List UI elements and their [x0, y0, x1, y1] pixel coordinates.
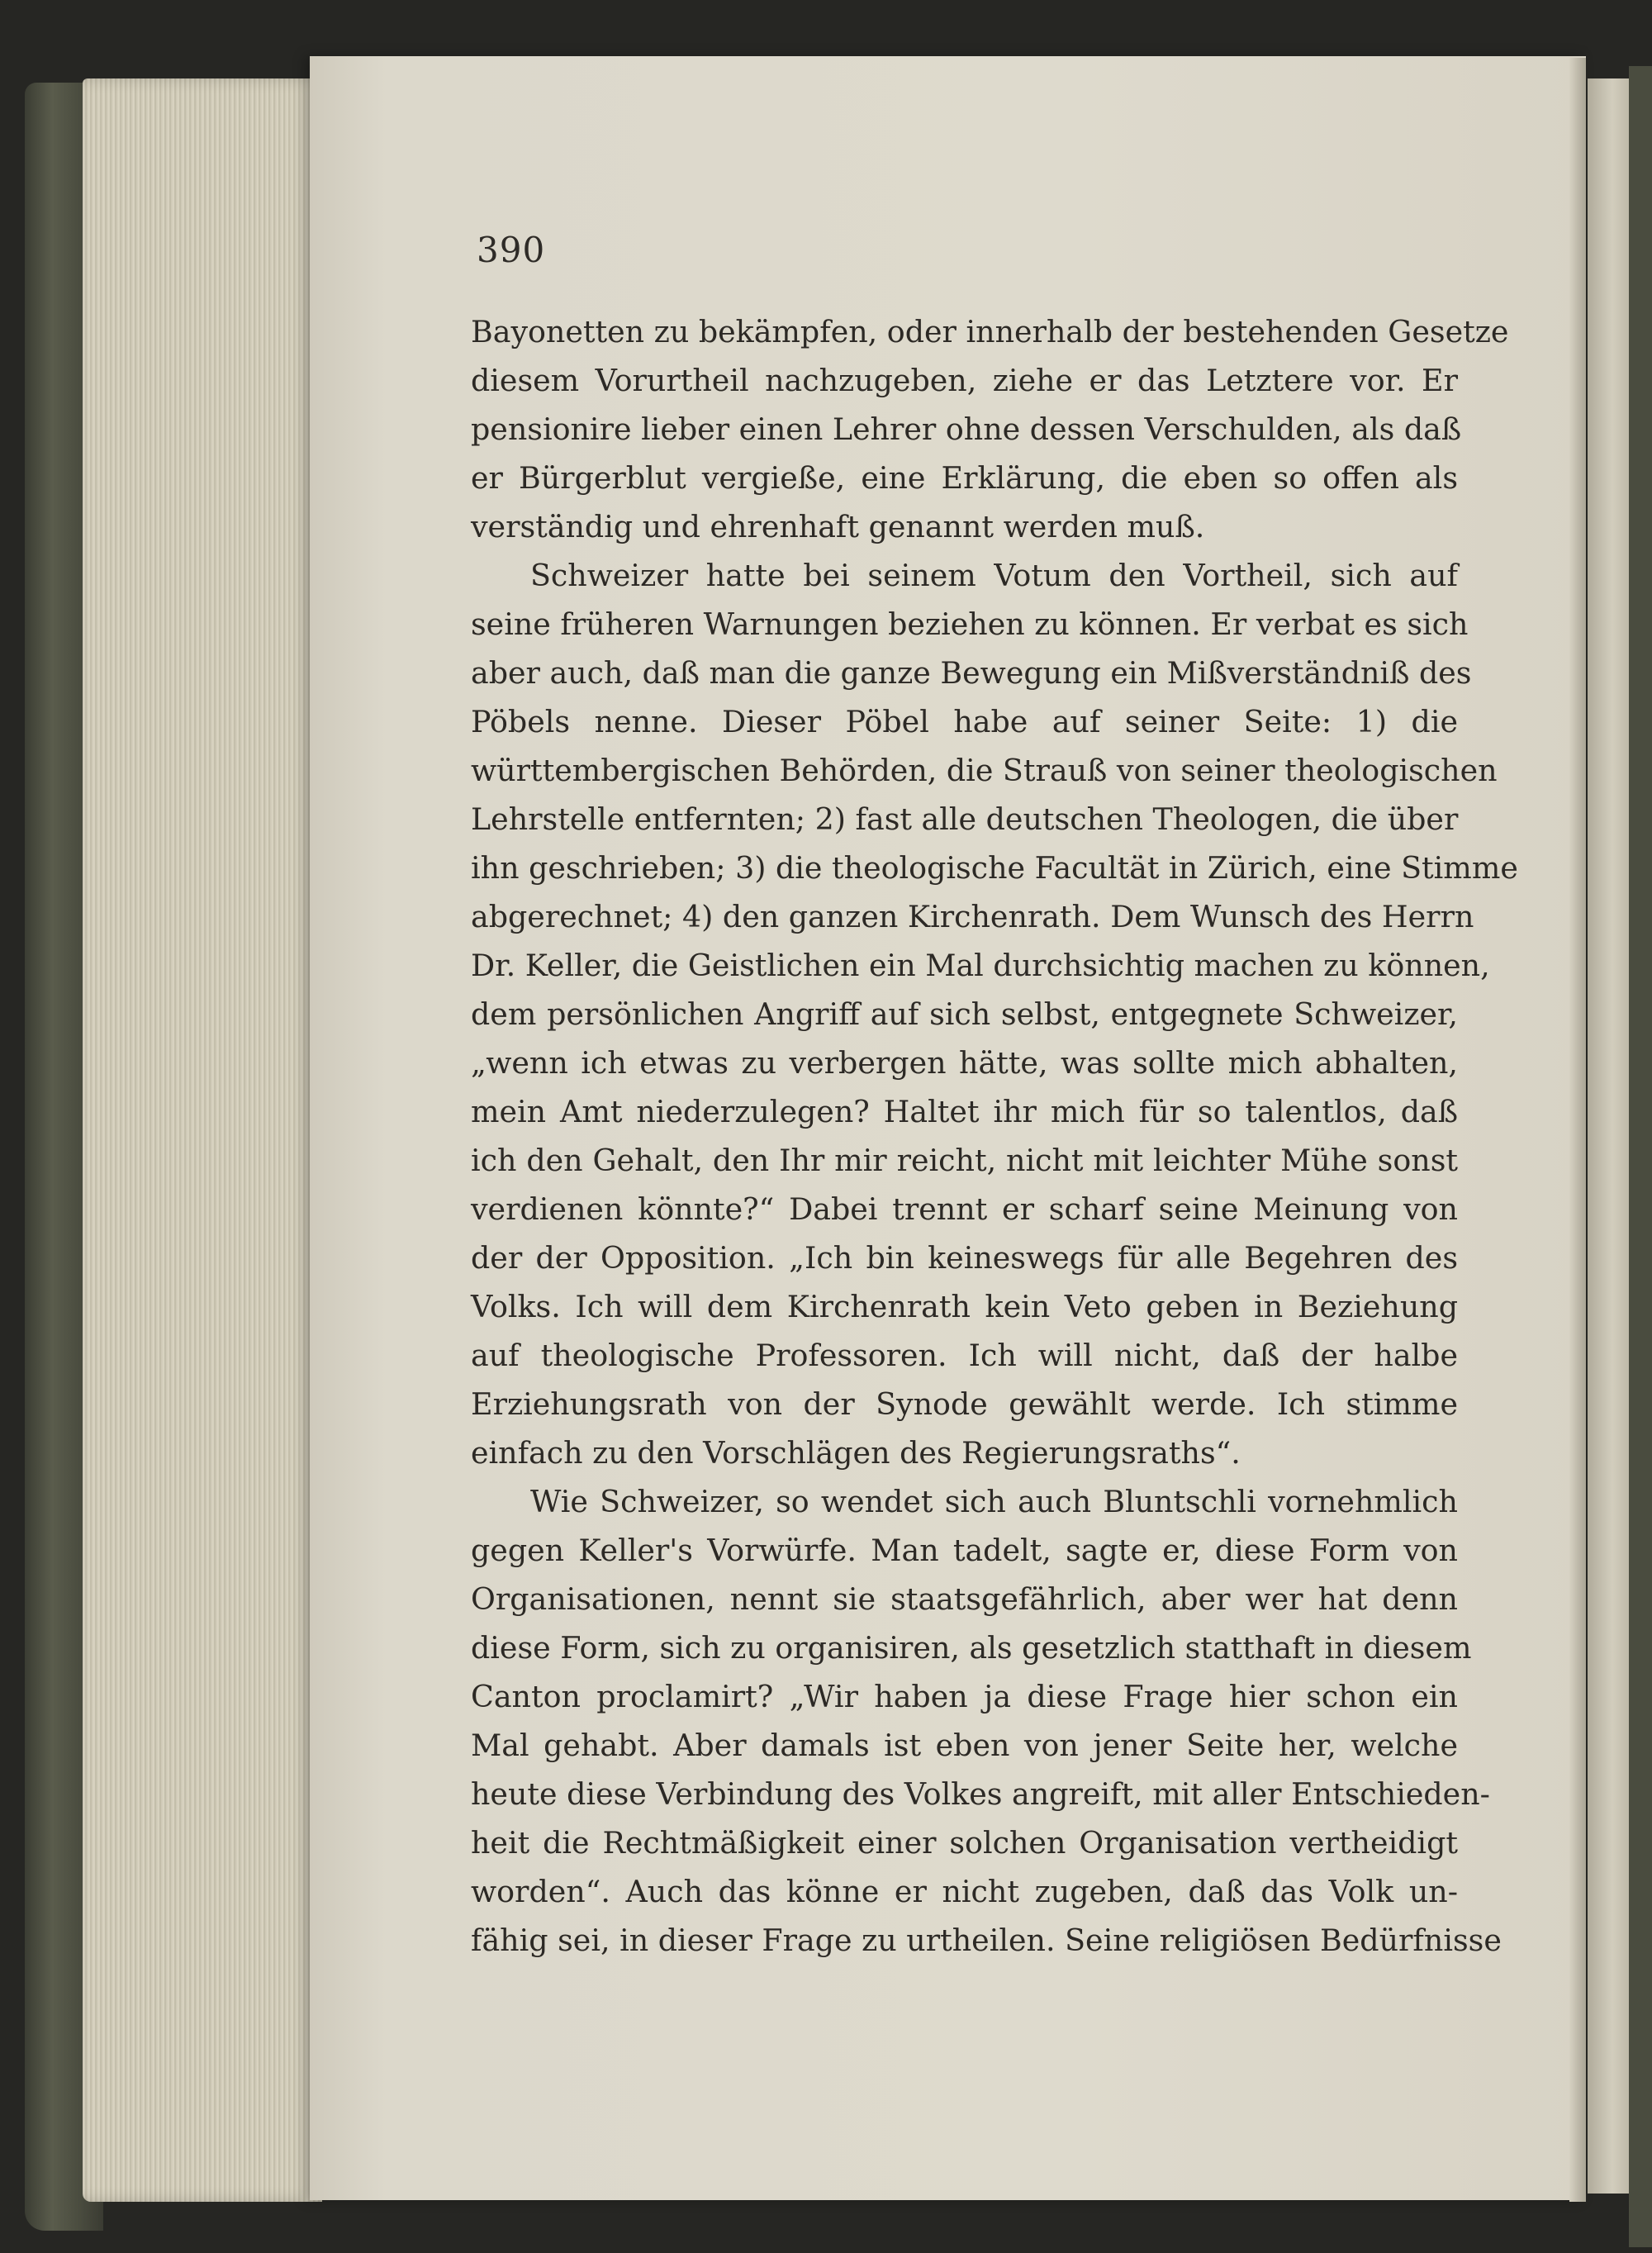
text-line: heit die Rechtmäßigkeit einer solchen Organisation vertheidigt — [471, 1825, 1458, 1861]
page-number: 390 — [477, 230, 546, 270]
text-line: einfach zu den Vorschlägen des Regierungsraths“. — [471, 1435, 1241, 1471]
text-line: „wenn ich etwas zu verbergen hätte, was sollte mich abhalten, — [471, 1045, 1458, 1081]
text-line: Mal gehabt. Aber damals ist eben von jener Seite her, welche — [471, 1728, 1458, 1763]
text-line: gegen Keller's Vorwürfe. Man tadelt, sagte er, diese Form von — [471, 1533, 1458, 1568]
body-text — [471, 307, 1518, 1965]
text-line: mein Amt niederzulegen? Haltet ihr mich für so talentlos, daß — [471, 1094, 1458, 1129]
text-line: auf theologische Professoren. Ich will nicht, daß der halbe — [471, 1338, 1458, 1373]
text-line: Schweizer hatte bei seinem Votum den Vortheil, sich auf — [530, 558, 1458, 593]
text-line: Erziehungsrath von der Synode gewählt werde. Ich stimme — [471, 1386, 1458, 1422]
text-line: verdienen könnte?“ Dabei trennt er scharf seine Meinung von — [471, 1191, 1458, 1227]
text-line: Pöbels nenne. Dieser Pöbel habe auf seiner Seite: 1) die — [471, 704, 1458, 739]
text-line: seine früheren Warnungen beziehen zu können. Er verbat es sich — [471, 606, 1469, 642]
text-line: Bayonetten zu bekämpfen, oder innerhalb der bestehenden Gesetze — [471, 314, 1509, 349]
text-line: fähig sei, in dieser Frage zu urtheilen. Seine religiösen Bedürfnisse — [471, 1923, 1502, 1958]
text-line: verständig und ehrenhaft genannt werden muß. — [471, 509, 1205, 544]
text-line: Dr. Keller, die Geistlichen ein Mal durchsichtig machen zu können, — [471, 948, 1490, 983]
text-line: pensionire lieber einen Lehrer ohne dessen Verschulden, als daß — [471, 411, 1462, 447]
text-line: abgerechnet; 4) den ganzen Kirchenrath. Dem Wunsch des Herrn — [471, 899, 1474, 934]
book-cover-right — [1629, 66, 1652, 2247]
text-line: diese Form, sich zu organisiren, als gesetzlich statthaft in diesem — [471, 1630, 1472, 1666]
text-line: Lehrstelle entfernten; 2) fast alle deutschen Theologen, die über — [471, 801, 1459, 837]
book-gutter — [1569, 58, 1586, 2202]
text-line: der der Opposition. „Ich bin keineswegs für alle Begehren des — [471, 1240, 1458, 1276]
text-line: ich den Gehalt, den Ihr mir reicht, nicht mit leichter Mühe sonst — [471, 1143, 1458, 1178]
text-line: Wie Schweizer, so wendet sich auch Bluntschli vornehmlich — [530, 1484, 1458, 1519]
text-line: er Bürgerblut vergieße, eine Erklärung, die eben so offen als — [471, 460, 1458, 496]
text-line: württembergischen Behörden, die Strauß von seiner theologischen — [471, 753, 1498, 788]
text-line: dem persönlichen Angriff auf sich selbst, entgegnete Schweizer, — [471, 996, 1458, 1032]
text-line: Organisationen, nennt sie staatsgefährlich, aber wer hat denn — [471, 1581, 1458, 1617]
text-line: Canton proclamirt? „Wir haben ja diese Frage hier schon ein — [471, 1679, 1458, 1714]
next-page-edge — [1588, 78, 1629, 2194]
text-line: Volks. Ich will dem Kirchenrath kein Veto geben in Beziehung — [471, 1289, 1458, 1324]
text-line: worden“. Auch das könne er nicht zugeben, daß das Volk un- — [471, 1874, 1458, 1909]
text-line: aber auch, daß man die ganze Bewegung ein Mißverständniß des — [471, 655, 1472, 691]
text-line: heute diese Verbindung des Volkes angreift, mit aller Entschieden- — [471, 1776, 1490, 1812]
text-line: diesem Vorurtheil nachzugeben, ziehe er das Letztere vor. Er — [471, 363, 1458, 398]
page-edges — [83, 78, 322, 2202]
text-line: ihn geschrieben; 3) die theologische Facultät in Zürich, eine Stimme — [471, 850, 1518, 886]
